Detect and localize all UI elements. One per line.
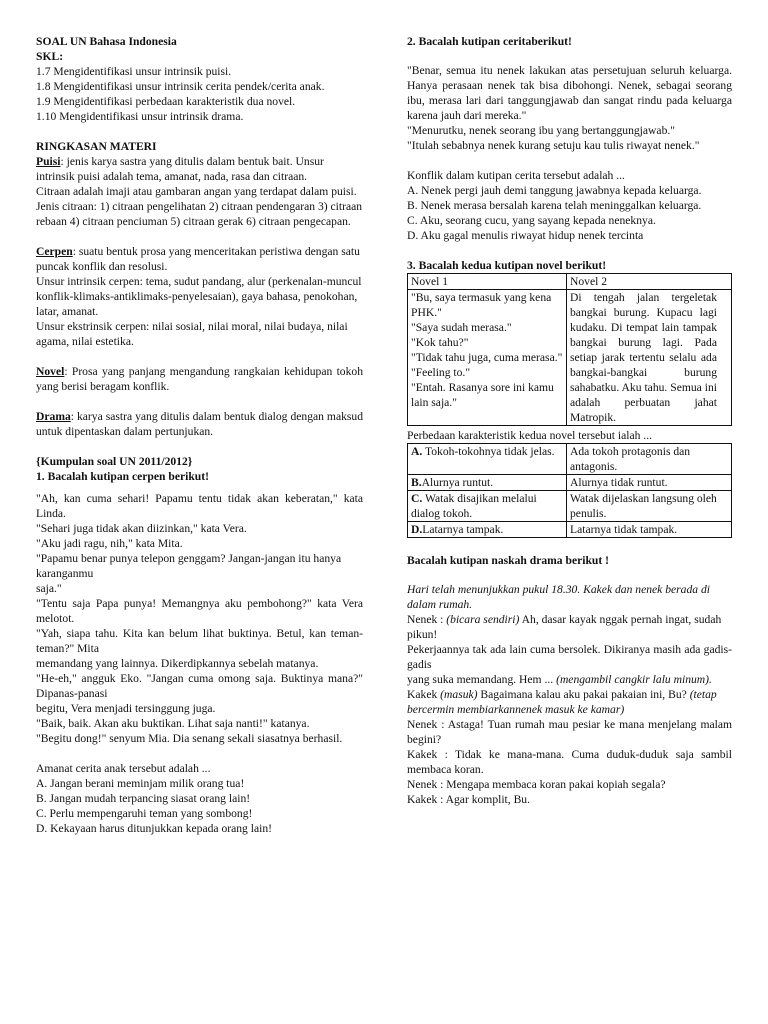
- ringkasan-title: RINGKASAN MATERI: [36, 140, 157, 153]
- q1-question: Amanat cerita anak tersebut adalah ...: [36, 762, 211, 775]
- drama-line: Nenek : Astaga! Tuan rumah mau pesiar ke mana menjelang malam begini?: [407, 718, 732, 746]
- novel-2-excerpt: Di tengah jalan tergeletak bangkai burung. Kupacu lagi kudaku. Di tempat lain tampak bangkai burung lagi. Pada setiap jarak tertentu selalu ada bangkai-bangkai burung sahabatku. Aku tahu. Semua ini adalah perbuatan jahat Matropik.: [567, 290, 732, 426]
- q1-text-line: saja.": [36, 582, 62, 595]
- question-3-title: 3. Bacalah kedua kutipan novel berikut!: [407, 259, 607, 272]
- question-2-title: 2. Bacalah kutipan ceritaberikut!: [407, 35, 572, 48]
- q1-text-line: "Papamu benar punya telepon genggam? Jangan-jangan itu hanya karanganmu: [36, 552, 342, 580]
- puisi-definition: Puisi: jenis karya sastra yang ditulis dalam bentuk bait. Unsur intrinsik puisi adalah tema, amanat, nada, rasa dan citraan.: [36, 155, 324, 183]
- drama-definition: Drama: karya sastra yang ditulis dalam bentuk dialog dengan maksud untuk dipentaskan dalam pertunjukan.: [36, 410, 363, 438]
- q1-text-line: "Sehari juga tidak akan diizinkan," kata Vera.: [36, 522, 247, 535]
- q3-option-c-left: C. Watak disajikan melalui dialog tokoh.: [408, 491, 567, 522]
- cerpen-intrinsik: Unsur intrinsik cerpen: tema, sudut pandang, alur (perkenalan-muncul konflik-klimaks-antiklimaks-penyelesaian), gaya bahasa, penokohan, latar, amanat.: [36, 275, 362, 318]
- q2-option-c: C. Aku, seorang cucu, yang sayang kepada neneknya.: [407, 214, 656, 227]
- novel-term: Novel: [36, 365, 65, 378]
- skl-item: 1.10 Mengidentifikasi unsur intrinsik drama.: [36, 110, 244, 123]
- document-title: SOAL UN Bahasa Indonesia: [36, 35, 177, 48]
- drama-line: yang suka memandang. Hem ... (mengambil cangkir lalu minum).: [407, 673, 712, 686]
- cerpen-ekstrinsik: Unsur ekstrinsik cerpen: nilai sosial, nilai moral, nilai budaya, nilai agama, nilai estetika.: [36, 320, 348, 348]
- q1-text-line: "Baik, baik. Akan aku buktikan. Lihat saja nanti!" katanya.: [36, 717, 310, 730]
- skl-item: 1.7 Mengidentifikasi unsur intrinsik puisi.: [36, 65, 232, 78]
- table-row: [408, 290, 732, 426]
- q3-option-d-right: Latarnya tidak tampak.: [567, 522, 732, 538]
- novel-comparison-table: [407, 273, 732, 426]
- q3-question: Perbedaan karakteristik kedua novel tersebut ialah ...: [407, 429, 652, 442]
- table-row: [408, 522, 732, 538]
- q3-option-a-right: Ada tokoh protagonis dan antagonis.: [567, 444, 732, 475]
- puisi-term: Puisi: [36, 155, 61, 168]
- q2-text: "Itulah sebabnya nenek kurang setuju kau tulis riwayat nenek.": [407, 139, 700, 152]
- q2-option-a: A. Nenek pergi jauh demi tanggung jawabnya kepada keluarga.: [407, 184, 702, 197]
- q3-options-table: [407, 443, 732, 538]
- novel-definition: Novel: Prosa yang panjang mengandung rangkaian kehidupan tokoh yang berisi beragam konflik.: [36, 365, 363, 393]
- q3-option-a-left: A. Tokoh-tokohnya tidak jelas.: [408, 444, 567, 475]
- q2-option-d: D. Aku gagal menulis riwayat hidup nenek tercinta: [407, 229, 644, 242]
- q1-text-line: memandang yang lainnya. Dikerdipkannya sebelah matanya.: [36, 657, 319, 670]
- drama-line: Kakek : Tidak ke mana-mana. Cuma duduk-duduk saja sambil membaca koran.: [407, 748, 732, 776]
- q3-option-b-left: B.Alurnya runtut.: [408, 475, 567, 491]
- skl-item: 1.9 Mengidentifikasi perbedaan karakteristik dua novel.: [36, 95, 296, 108]
- q1-option-c: C. Perlu mempengaruhi teman yang sombong!: [36, 807, 253, 820]
- drama-line: Pekerjaannya tak ada lain cuma bersolek. Dikiranya masih ada gadis-gadis: [407, 643, 732, 671]
- drama-line: Kakek (masuk) Bagaimana kalau aku pakai pakaian ini, Bu? (tetap: [407, 688, 717, 701]
- question-4-title: Bacalah kutipan naskah drama berikut !: [407, 554, 609, 567]
- skl-label: SKL:: [36, 50, 64, 63]
- q1-text-line: "He-eh," angguk Eko. "Jangan cuma omong saja. Buktinya mana?" Dipanas-panasi: [36, 672, 363, 700]
- table-row: [408, 444, 732, 475]
- table-row: [408, 475, 732, 491]
- q3-option-c-right: Watak dijelaskan langsung oleh penulis.: [567, 491, 732, 522]
- q1-text-line: "Begitu dong!" senyum Mia. Dia senang sekali siasatnya berhasil.: [36, 732, 343, 745]
- question-1-title: 1. Bacalah kutipan cerpen berikut!: [36, 470, 209, 483]
- q1-option-a: A. Jangan berani meminjam milik orang tua!: [36, 777, 245, 790]
- drama-line: Nenek : Mengapa membaca koran pakai kopiah segala?: [407, 778, 666, 791]
- q3-option-b-right: Alurnya tidak runtut.: [567, 475, 732, 491]
- q1-option-b: B. Jangan mudah terpancing siasat orang lain!: [36, 792, 251, 805]
- q2-option-b: B. Nenek merasa bersalah karena telah meninggalkan keluarga.: [407, 199, 702, 212]
- table-header: Novel 2: [567, 274, 732, 290]
- table-row: [408, 491, 732, 522]
- q1-text-line: "Ah, kan cuma sehari! Papamu tentu tidak akan keberatan," kata Linda.: [36, 492, 363, 520]
- novel-1-excerpt: "Bu, saya termasuk yang kena PHK." "Saya sudah merasa." "Kok tahu?" "Tidak tahu juga, cuma merasa." "Feeling to." "Entah. Rasanya sore ini kamu lain saja.": [408, 290, 567, 426]
- citraan-definition: Citraan adalah imaji atau gambaran angan yang terdapat dalam puisi. Jenis citraan: 1) citraan pengelihatan 2) citraan pendengaran 3) citraan rebaan 4) citraan penciuman 5) citraan gerak 6) citraan pengecapan.: [36, 185, 363, 228]
- q1-text-line: begitu, Vera menjadi tersinggung juga.: [36, 702, 216, 715]
- skl-item: 1.8 Mengidentifikasi unsur intrinsik cerita pendek/cerita anak.: [36, 80, 325, 93]
- cerpen-term: Cerpen: [36, 245, 73, 258]
- drama-line: Nenek : (bicara sendiri) Ah, dasar kayak nggak pernah ingat, sudah pikun!: [407, 613, 722, 641]
- drama-term: Drama: [36, 410, 71, 423]
- right-column: [407, 34, 732, 807]
- table-header-row: [408, 274, 732, 290]
- left-column: [36, 34, 363, 836]
- drama-line: bercermin membiarkannenek masuk ke kamar): [407, 703, 625, 716]
- cerpen-definition: Cerpen: suatu bentuk prosa yang menceritakan peristiwa dengan satu puncak konflik dan resolusi.: [36, 245, 360, 273]
- drama-line: Kakek : Agar komplit, Bu.: [407, 793, 531, 806]
- q2-text: "Benar, semua itu nenek lakukan atas persetujuan seluruh keluarga. Hanya perasaan nenek tak bisa dibohongi. Nenek, sebagai seorang ibu, merasa lari dari tanggungjawab dan sangat rindu pada keluarga karena jauh dari mereka.": [407, 64, 732, 122]
- q2-text: "Menurutku, nenek seorang ibu yang bertanggungjawab.": [407, 124, 675, 137]
- table-header: Novel 1: [408, 274, 567, 290]
- q2-question: Konflik dalam kutipan cerita tersebut adalah ...: [407, 169, 625, 182]
- kumpulan-title: {Kumpulan soal UN 2011/2012}: [36, 455, 193, 468]
- drama-stage-direction: Hari telah menunjukkan pukul 18.30. Kakek dan nenek berada di dalam rumah.: [407, 583, 710, 611]
- q1-option-d: D. Kekayaan harus ditunjukkan kepada orang lain!: [36, 822, 272, 835]
- q1-text-line: "Aku jadi ragu, nih," kata Mita.: [36, 537, 183, 550]
- q1-text-line: "Tentu saja Papa punya! Memangnya aku pembohong?" kata Vera melotot.: [36, 597, 363, 625]
- q3-option-d-left: D.Latarnya tampak.: [408, 522, 567, 538]
- q1-text-line: "Yah, siapa tahu. Kita kan belum lihat buktinya. Betul, kan teman-teman?" Mita: [36, 627, 363, 655]
